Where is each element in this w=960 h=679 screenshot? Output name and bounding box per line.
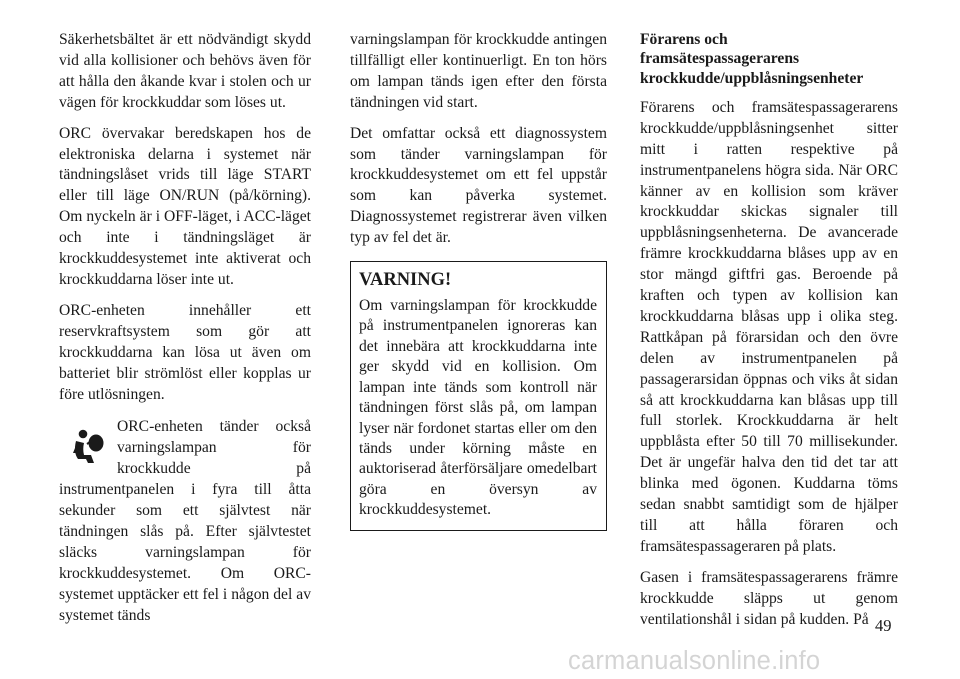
page-number: 49: [875, 616, 892, 635]
warning-text: Om varningslampan för krockkudde på instrumentpanelen ignoreras kan det innebära att krockkuddarna inte ger skydd vid en kollision. Om lampan inte tänds som kontroll när tändningen först slås på, om lampan lyser när fordonet startas eller om den tänds under körning måste en auktoriserad återförsäljare omedelbart göra en översyn av krockkuddesystemet.: [359, 297, 597, 519]
column-3: [640, 30, 898, 641]
paragraph: Säkerhetsbältet är ett nödvändigt skydd vid alla kollisioner och behövs även för att hålla den åkande kvar i stolen och ur vägen för krockkuddar som löses ut.: [59, 31, 311, 111]
paragraph: varningslampan för krockkudde antingen tillfälligt eller kontinuerligt. En ton hörs om lampan tänds igen efter den första tändningen vid start.: [350, 31, 607, 111]
section-heading: Förarens och framsätespassagerarens krockkudde/uppblåsningsenheter: [640, 31, 864, 87]
paragraph-with-icon: ORC-enheten tänder också varningslampan för krockkudde på instrumentpanelen i fyra till åtta sekunder som ett självtest när tändningen slås på. Efter självtestet släcks varningslampan för krockkuddesystemet. Om ORC-systemet upptäcker ett fel i någon del av systemet tänds: [59, 418, 311, 624]
paragraph: Det omfattar också ett diagnossystem som tänder varningslampan för krockkuddesystemet om ett fel uppstår som kan påverka systemet. Diagnossystemet registrerar även vilken typ av fel det är.: [350, 124, 607, 247]
paragraph: Gasen i framsätespassagerarens främre krockkudde släpps ut genom ventilationshål i sidan på kudden. På: [640, 568, 898, 628]
paragraph: Förarens och framsätespassagerarens krockkudde/uppblåsningsenhet sitter mitt i ratten respektive på instrumentpanelens högra sida. När ORC känner av en kollision som kräver krockkuddar skickas signaler till uppblåsningsenheterna. De avancerade främre krockkuddarna blåses upp av en stor mängd giftfri gas. Beroende på kraften och typen av kollision kan krockkuddarna blåsas upp i olika steg. Rattkåpan på förarsidan och den övre delen av instrumentpanelen på passagerarsidan öppnas och viks åt sidan så att krockkuddarna kan blåsas upp till full storlek. Krockkuddarna är helt uppblåsta efter 50 till 70 millisekunder. Det är ungefär halva den tid det tar att blinka med ögonen. Kuddarna töms sedan snabbt samtidigt som de hjälper till att hålla föraren och framsätespassageraren på plats.: [640, 98, 898, 555]
column-2: [350, 30, 607, 531]
warning-title: VARNING!: [359, 270, 452, 291]
paragraph: ORC-enheten innehåller ett reservkraftsystem som gör att krockkuddarna kan lösa ut även om batteriet blir strömlöst eller kopplas ur före utlösningen.: [59, 301, 311, 403]
airbag-warning-icon: [59, 421, 117, 475]
watermark: carmanualsonline.info: [568, 647, 821, 675]
paragraph: ORC övervakar beredskapen hos de elektroniska delarna i systemet när tändningslåset vrids till läge START eller till läge ON/RUN (på/körning). Om nyckeln är i OFF-läget, i ACC-läget och inte i tändningsläget är krockkuddesystemet inte aktiverat och krockkuddarna löser inte ut.: [59, 124, 311, 288]
column-1: [59, 30, 311, 636]
warning-box: [350, 261, 607, 530]
